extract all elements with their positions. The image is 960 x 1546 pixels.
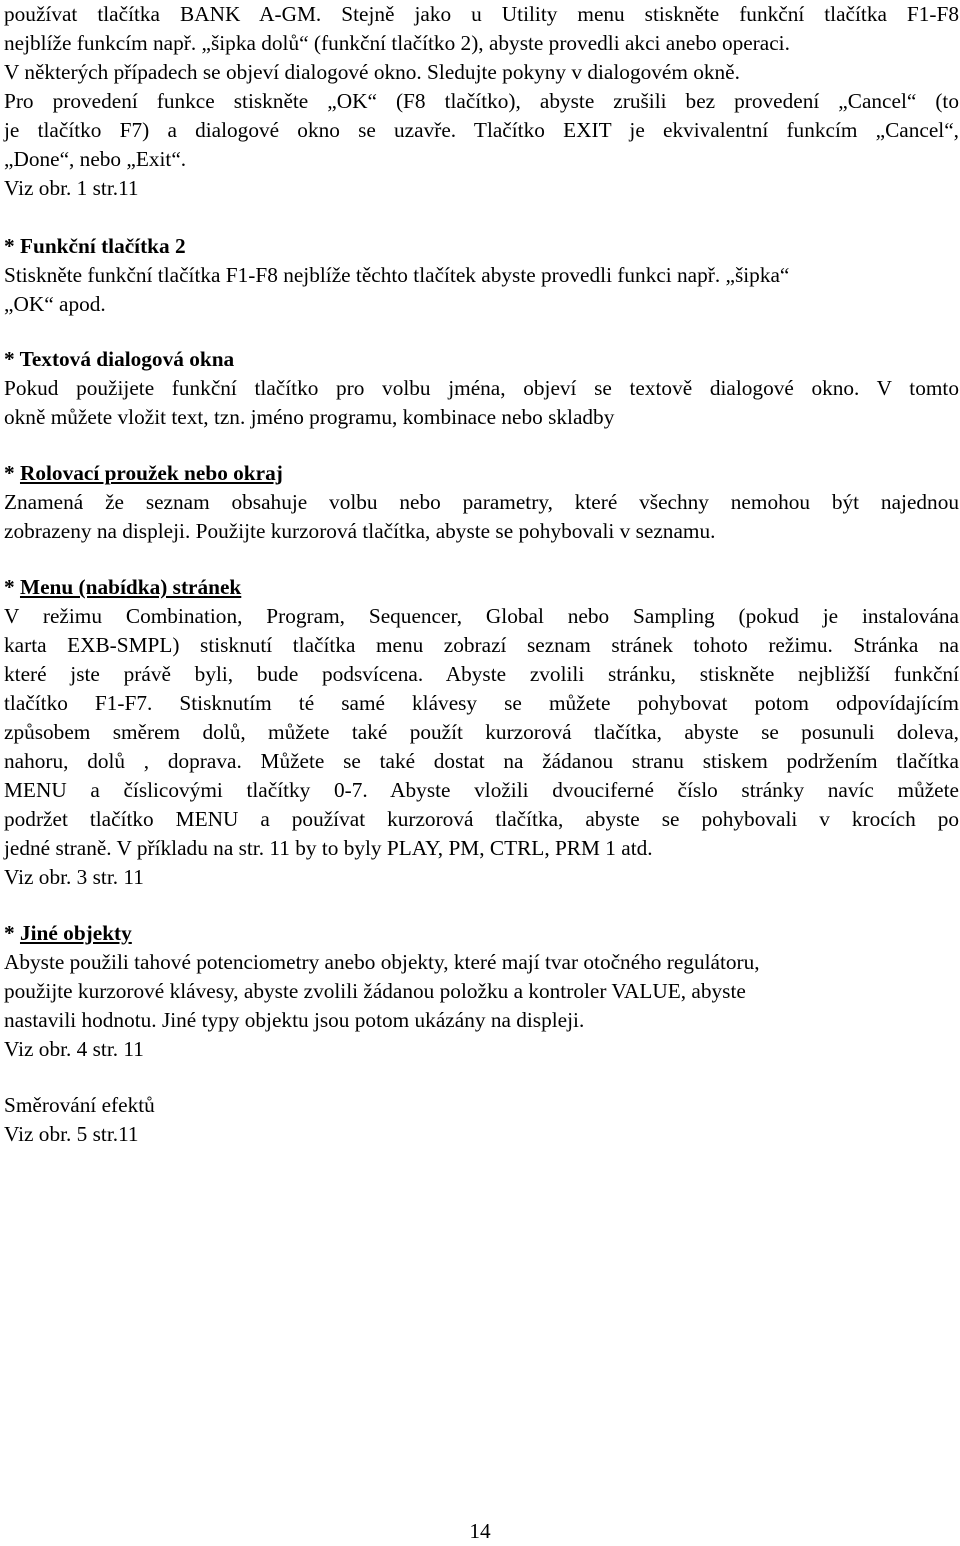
heading-title: Menu (nabídka) stránek [19,575,242,599]
text-line: tlačítko F1-F7. Stisknutím té samé klávesy se můžete pohybovat potom odpovídajícím [4,691,959,715]
spacer [4,203,959,232]
text-line: Směrování efektů [4,1093,155,1117]
text-line: Viz obr. 1 str.11 [4,176,139,200]
text-line: MENU a číslicovými tlačítky 0-7. Abyste vložili dvouciferné číslo stránky navíc můžete [4,778,959,802]
spacer [4,1064,959,1091]
section-heading-function-buttons [4,232,959,261]
heading-title: Rolovací proužek nebo okraj [19,461,283,485]
heading-title: Textová dialogová okna [19,347,235,371]
section-paragraph [4,261,959,319]
spacer [4,892,959,919]
heading-prefix: * [4,347,20,371]
text-line: které jste právě byli, bude podsvícena. Abyste zvolili stránku, stiskněte nejbližší funkční [4,662,959,686]
section-paragraph [4,374,959,432]
document-page [4,0,959,1149]
text-line: nastavili hodnotu. Jiné typy objektu jsou potom ukázány na displeji. [4,1008,585,1032]
spacer [4,432,959,459]
text-line: Stiskněte funkční tlačítka F1-F8 nejblíže těchto tlačítek abyste provedli funkci např. „šipka“ [4,263,790,287]
heading-title: Funkční tlačítka 2 [19,234,186,258]
text-line: karta EXB-SMPL) stisknutí tlačítka menu zobrazí seznam stránek tohoto režimu. Stránka na [4,633,959,657]
effects-paragraph [4,1091,959,1149]
text-line: V režimu Combination, Program, Sequencer, Global nebo Sampling (pokud je instalována [4,604,959,628]
text-line: „OK“ apod. [4,292,106,316]
text-line: způsobem směrem dolů, můžete také použít kurzorová tlačítka, abyste se posunuli doleva, [4,720,959,744]
heading-prefix: * [4,921,20,945]
heading-title: Jiné objekty [19,921,132,945]
page-number: 14 [469,1519,491,1543]
text-line: použijte kurzorové klávesy, abyste zvolili žádanou položku a kontroler VALUE, abyste [4,979,746,1003]
text-line: nejblíže funkcím např. „šipka dolů“ (funkční tlačítko 2), abyste provedli akci anebo operaci. [4,31,790,55]
spacer [4,546,959,573]
text-line: podržet tlačítko MENU a používat kurzorová tlačítka, abyste se pohybovali v krocích po [4,807,959,831]
section-paragraph [4,948,959,1064]
text-line: nahoru, dolů , doprava. Můžete se také dostat na žádanou stranu stiskem podržením tlačítka [4,749,959,773]
text-line: V některých případech se objeví dialogové okno. Sledujte pokyny v dialogovém okně. [4,60,740,84]
text-line: je tlačítko F7) a dialogové okno se uzavře. Tlačítko EXIT je ekvivalentní funkcím „Cancel“, [4,118,959,142]
section-heading-page-menu [4,573,959,602]
text-line: Viz obr. 5 str.11 [4,1122,139,1146]
spacer [4,319,959,345]
heading-prefix: * [4,234,20,258]
section-paragraph [4,602,959,892]
heading-prefix: * [4,575,20,599]
heading-prefix: * [4,461,20,485]
section-paragraph [4,488,959,546]
text-line: jedné straně. V příkladu na str. 11 by to byly PLAY, PM, CTRL, PRM 1 atd. [4,836,653,860]
intro-paragraph [4,0,959,203]
section-heading-text-dialogs [4,345,959,374]
text-line: Pokud použijete funkční tlačítko pro volbu jména, objeví se textově dialogové okno. V tomto [4,376,959,400]
text-line: Pro provedení funkce stiskněte „OK“ (F8 tlačítko), abyste zrušili bez provedení „Cancel“ (to [4,89,959,113]
text-line: „Done“, nebo „Exit“. [4,147,187,171]
text-line: Viz obr. 3 str. 11 [4,865,144,889]
text-line: Viz obr. 4 str. 11 [4,1037,144,1061]
text-line: používat tlačítka BANK A-GM. Stejně jako u Utility menu stiskněte funkční tlačítka F1-F8 [4,2,959,26]
text-line: Abyste použili tahové potenciometry anebo objekty, které mají tvar otočného regulátoru, [4,950,760,974]
section-heading-other-objects [4,919,959,948]
text-line: okně můžete vložit text, tzn. jméno programu, kombinace nebo skladby [4,405,615,429]
text-line: Znamená že seznam obsahuje volbu nebo parametry, které všechny nemohou být najednou [4,490,959,514]
text-line: zobrazeny na displeji. Použijte kurzorová tlačítka, abyste se pohybovali v seznamu. [4,519,716,543]
section-heading-scrollbar [4,459,959,488]
